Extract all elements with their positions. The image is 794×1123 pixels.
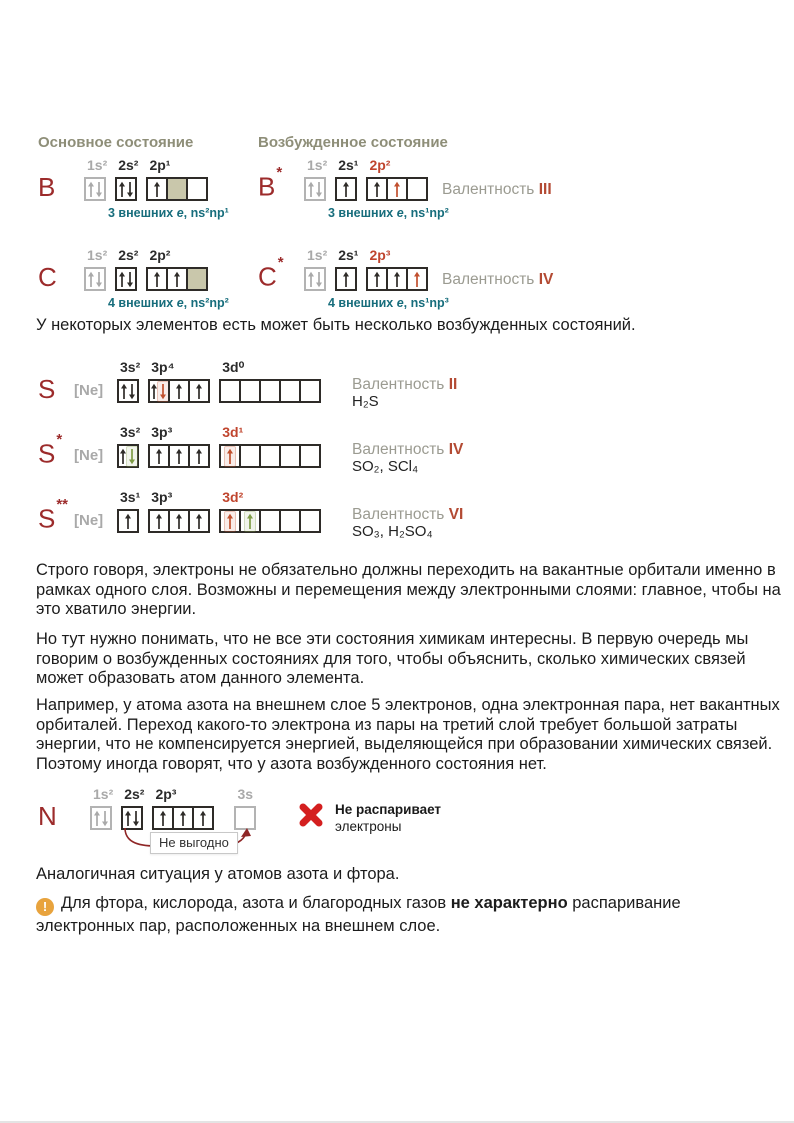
orbital-cells: [115, 177, 138, 201]
orbital-group: [219, 424, 321, 468]
intro-text: У некоторых элементов есть может быть несколько возбужденных состояний.: [36, 316, 636, 334]
text-line: рамках одного слоя. Возможны и перемещения между электронными слоями: главное, чтобы на: [36, 580, 781, 599]
orbital-cell-blocked: [186, 267, 208, 291]
promoted-electron-highlight: [127, 447, 137, 466]
orbital-label: 1s²: [93, 786, 114, 802]
down-arrow-icon: [126, 271, 134, 288]
up-arrow-icon: [342, 271, 350, 288]
valence-label: Валентность VI: [352, 506, 464, 523]
up-arrow-icon: [199, 810, 207, 827]
up-arrow-icon: [150, 383, 158, 400]
orbital-cells: [219, 509, 321, 533]
text-line: орбиталей. Переход какого-то электрона из пары на третий слой требует большой затраты: [36, 715, 738, 734]
orbital-cells: [148, 509, 210, 533]
up-arrow-icon: [175, 448, 183, 465]
orbital-label: 3p⁴: [151, 359, 175, 375]
orbital-label: 2p¹: [149, 157, 171, 173]
orbital-group: [366, 157, 428, 201]
orbital-group: [84, 247, 107, 291]
orbital-cell: [186, 177, 208, 201]
orbital-cells: [115, 267, 138, 291]
up-arrow-icon: [226, 448, 234, 465]
up-arrow-icon: [195, 383, 203, 400]
orbital-cell: [386, 267, 408, 291]
orbital-cells: [234, 806, 256, 830]
up-arrow-icon: [226, 513, 234, 530]
paragraph-4: Аналогичная ситуация у атомов азота и фтора.: [36, 865, 400, 883]
text-line: говорим о возбужденных состояниях для того, чтобы объяснить, сколько химических связей: [36, 649, 746, 668]
excited-star: *: [56, 431, 63, 449]
orbital-cell: [146, 177, 168, 201]
orbital-cell: [219, 379, 241, 403]
core-config-label: [Ne]: [74, 447, 104, 464]
orbital-cell: [148, 509, 170, 533]
diagram-sulfur-ground: [38, 359, 458, 410]
element-symbol: N: [38, 801, 57, 831]
valence-label: Валентность III: [442, 181, 552, 198]
promoted-electron-highlight: [245, 512, 255, 531]
text-line: Например, у атома азота на внешнем слое 5 электронов, одна электронная пара, нет вакантных: [36, 696, 780, 714]
outer-electrons-caption: 4 внешних e, ns¹np³: [328, 296, 449, 310]
orbital-cell: [335, 267, 357, 291]
orbital-cell: [304, 177, 326, 201]
outer-electrons-caption: 3 внешних e, ns¹np²: [328, 206, 449, 220]
down-arrow-icon: [95, 271, 103, 288]
element-symbol: C*: [258, 254, 284, 292]
paragraph-1: [36, 561, 781, 620]
orbital-group: [219, 359, 321, 403]
orbital-cell: [188, 379, 210, 403]
orbital-cell: [279, 509, 301, 533]
orbital-cells: [117, 379, 140, 403]
text-line: Строго говоря, электроны не обязательно должны переходить на вакантные орбитали именно в: [36, 561, 776, 579]
orbital-cells: [121, 806, 144, 830]
orbital-label: 2p³: [155, 786, 177, 802]
warning-note: [36, 893, 681, 937]
up-arrow-icon: [120, 383, 128, 400]
down-arrow-icon: [126, 181, 134, 198]
up-arrow-icon: [373, 271, 381, 288]
up-arrow-icon: [124, 810, 132, 827]
unfavorable-label: Не выгодно: [150, 832, 238, 854]
orbital-cells: [219, 379, 321, 403]
orbital-cell: [188, 444, 210, 468]
orbital-cells: [219, 444, 321, 468]
down-arrow-icon: [128, 383, 136, 400]
down-arrow-icon: [95, 181, 103, 198]
orbital-cells: [152, 806, 214, 830]
diagram-carbon-excited: [258, 247, 554, 310]
text-line: энергии, что не компенсируется энергией, выделяющейся при образовании химических связей.: [36, 735, 773, 753]
excited-star: *: [276, 164, 283, 182]
orbital-group: [121, 786, 144, 830]
orbital-cell: [117, 379, 139, 403]
orbital-group: [148, 359, 210, 403]
up-arrow-icon: [155, 513, 163, 530]
orbital-cell: [259, 444, 281, 468]
orbital-cell: [148, 444, 170, 468]
no-unpairing-note: Не распаривает электроны: [335, 802, 442, 834]
down-arrow-icon: [128, 448, 136, 465]
up-arrow-icon: [119, 448, 127, 465]
outer-electrons-caption: 4 внешних e, ns²np²: [108, 296, 229, 310]
orbital-group: [152, 786, 214, 830]
up-arrow-icon: [175, 513, 183, 530]
compound-examples: H₂S: [352, 393, 379, 410]
orbital-cell: [239, 444, 261, 468]
orbital-cell: [192, 806, 214, 830]
core-config-label: [Ne]: [74, 512, 104, 529]
orbital-cells: [148, 379, 210, 403]
orbital-cell: [219, 509, 241, 533]
orbital-cell: [219, 444, 241, 468]
orbital-label: 3d¹: [222, 424, 244, 440]
text-line: может образовать атом данного элемента.: [36, 669, 365, 687]
orbital-cell: [115, 177, 137, 201]
orbital-cell: [299, 444, 321, 468]
up-arrow-icon: [173, 271, 181, 288]
orbital-cells: [366, 267, 428, 291]
orbital-cells: [146, 177, 208, 201]
orbital-cell: [335, 177, 357, 201]
up-arrow-icon: [175, 383, 183, 400]
warning-line-2: электронных пар, расположенных на внешнем слое.: [36, 917, 441, 935]
orbital-label: 2p³: [369, 247, 391, 263]
warning-text-pre: Для фтора, кислорода, азота и благородных газов: [61, 894, 451, 912]
orbital-label: 2p²: [149, 247, 171, 263]
compound-examples: SO₃, H₂SO₄: [352, 523, 433, 540]
orbital-cell: [279, 444, 301, 468]
orbital-cells: [366, 177, 428, 201]
header-ground-state: Основное состояние: [38, 134, 194, 151]
orbital-label: 3d²: [222, 489, 244, 505]
orbital-label: 2s²: [118, 247, 139, 263]
orbital-group: [117, 424, 140, 468]
core-config-label: [Ne]: [74, 382, 104, 399]
header-excited-state: Возбужденное состояние: [258, 134, 448, 151]
down-arrow-icon: [315, 271, 323, 288]
orbital-cell: [239, 509, 261, 533]
up-arrow-icon: [155, 448, 163, 465]
up-arrow-icon: [195, 448, 203, 465]
warning-text-post: распаривание: [567, 894, 681, 912]
orbital-cell: [259, 509, 281, 533]
orbital-group: [304, 247, 327, 291]
orbital-cell: [304, 267, 326, 291]
orbital-group: [146, 247, 208, 291]
orbital-cell: [152, 806, 174, 830]
orbital-cells: [304, 267, 327, 291]
orbital-cell: [168, 509, 190, 533]
orbital-cell: [239, 379, 261, 403]
element-symbol: C: [38, 262, 57, 292]
orbital-cell: [406, 177, 428, 201]
orbital-cell: [366, 177, 388, 201]
warning-line-1: [36, 893, 681, 916]
text-line: Но тут нужно понимать, что не все эти состояния химикам интересны. В первую очередь мы: [36, 630, 749, 648]
orbital-label: 3s: [237, 786, 254, 802]
orbital-cell: [406, 267, 428, 291]
orbital-cells: [335, 177, 358, 201]
up-arrow-icon: [87, 181, 95, 198]
orbital-cells: [117, 509, 140, 533]
up-arrow-icon: [307, 181, 315, 198]
orbital-cell: [188, 509, 210, 533]
orbital-label: 1s²: [87, 247, 108, 263]
orbital-cell: [299, 379, 321, 403]
warning-icon: [36, 898, 54, 916]
up-arrow-icon: [195, 513, 203, 530]
up-arrow-icon: [179, 810, 187, 827]
orbital-cell: [172, 806, 194, 830]
diagram-carbon-ground: [38, 247, 229, 310]
diagram-sulfur-excited-1: [38, 424, 464, 475]
orbital-group: [148, 489, 210, 533]
orbital-group: [117, 359, 140, 403]
element-symbol: S**: [38, 496, 69, 534]
orbital-label: 3p³: [151, 489, 173, 505]
valence-label: Валентность IV: [352, 441, 464, 458]
orbital-label: 2s²: [124, 786, 145, 802]
orbital-cell: [299, 509, 321, 533]
element-symbol: S*: [38, 431, 63, 469]
element-symbol: B*: [258, 164, 283, 202]
orbital-cells: [148, 444, 210, 468]
down-arrow-icon: [315, 181, 323, 198]
up-arrow-icon: [153, 271, 161, 288]
down-arrow-icon: [159, 383, 167, 400]
orbital-group: [115, 157, 138, 201]
orbital-group: [115, 247, 138, 291]
orbital-cell: [168, 444, 190, 468]
up-arrow-icon: [87, 271, 95, 288]
up-arrow-icon: [307, 271, 315, 288]
orbital-group: [90, 786, 113, 830]
diagram-boron-excited: [258, 157, 552, 220]
up-arrow-icon: [118, 181, 126, 198]
up-arrow-icon: [159, 810, 167, 827]
orbital-cells: [117, 444, 140, 468]
up-arrow-icon: [342, 181, 350, 198]
orbital-cell: [148, 379, 170, 403]
orbital-cell: [84, 267, 106, 291]
orbital-label: 2s²: [118, 157, 139, 173]
orbital-cell: [168, 379, 190, 403]
outer-electrons-caption: 3 внешних e, ns²np¹: [108, 206, 229, 220]
valence-label: Валентность II: [352, 376, 458, 393]
diagram-sulfur-excited-2: [38, 489, 464, 540]
up-arrow-icon: [393, 271, 401, 288]
orbital-cells: [335, 267, 358, 291]
down-arrow-icon: [132, 810, 140, 827]
element-symbol: S: [38, 374, 56, 404]
orbital-cell: [279, 379, 301, 403]
up-arrow-icon: [118, 271, 126, 288]
orbital-label: 3d⁰: [222, 359, 245, 375]
orbital-group: [146, 157, 208, 201]
orbital-label: 2s¹: [338, 157, 359, 173]
paragraph-2: [36, 630, 748, 689]
valence-label: Валентность IV: [442, 271, 554, 288]
orbital-group: [335, 247, 358, 291]
excited-star: **: [56, 496, 69, 514]
orbital-label: 2s¹: [338, 247, 359, 263]
orbital-cell: [84, 177, 106, 201]
down-arrow-icon: [101, 810, 109, 827]
paragraph-3: [36, 696, 780, 774]
orbital-label: 3p³: [151, 424, 173, 440]
orbital-cell: [166, 267, 188, 291]
orbital-cell: [146, 267, 168, 291]
warning-text-bold: не характерно: [450, 894, 568, 912]
orbital-group: [335, 157, 358, 201]
up-arrow-icon: [93, 810, 101, 827]
orbital-cell: [259, 379, 281, 403]
orbital-cells: [146, 267, 208, 291]
orbital-cell: [90, 806, 112, 830]
up-arrow-icon: [393, 181, 401, 198]
orbital-cells: [90, 806, 113, 830]
orbital-cell: [386, 177, 408, 201]
up-arrow-icon: [153, 181, 161, 198]
up-arrow-icon: [413, 271, 421, 288]
orbital-label: 1s²: [87, 157, 108, 173]
element-symbol: B: [38, 172, 56, 202]
up-arrow-icon: [246, 513, 254, 530]
orbital-label: 3s²: [120, 424, 141, 440]
orbital-cell: [115, 267, 137, 291]
diagram-boron-ground: [38, 157, 229, 220]
orbital-cells: [304, 177, 327, 201]
diagram-nitrogen: [38, 786, 442, 850]
orbital-cell: [366, 267, 388, 291]
orbital-label: 1s²: [307, 247, 328, 263]
orbital-cell: [121, 806, 143, 830]
orbital-group: [148, 424, 210, 468]
orbital-cell-blocked: [166, 177, 188, 201]
orbital-group: [366, 247, 428, 291]
promoted-electron-highlight: [158, 382, 168, 401]
orbital-cell: [117, 444, 139, 468]
orbital-group: [304, 157, 327, 201]
text-line: Поэтому иногда говорят, что у азота возбужденного состояния нет.: [36, 754, 547, 773]
orbital-cell: [117, 509, 139, 533]
text-line: это хватило энергии.: [36, 600, 197, 618]
orbital-group: [117, 489, 140, 533]
up-arrow-icon: [124, 513, 132, 530]
compound-examples: SO₂, SCl₄: [352, 458, 419, 475]
orbital-cells: [84, 267, 107, 291]
promoted-electron-highlight: [225, 447, 235, 466]
orbital-label: 3s²: [120, 359, 141, 375]
orbital-label: 1s²: [307, 157, 328, 173]
orbital-group: [234, 786, 256, 830]
excited-star: *: [277, 254, 284, 272]
orbital-group: [84, 157, 107, 201]
orbital-cells: [84, 177, 107, 201]
orbital-group: [219, 489, 321, 533]
up-arrow-icon: [373, 181, 381, 198]
orbital-label: 3s¹: [120, 489, 141, 505]
cross-icon: [298, 802, 324, 833]
orbital-label: 2p²: [369, 157, 391, 173]
orbital-cell: [234, 806, 256, 830]
promoted-electron-highlight: [225, 512, 235, 531]
